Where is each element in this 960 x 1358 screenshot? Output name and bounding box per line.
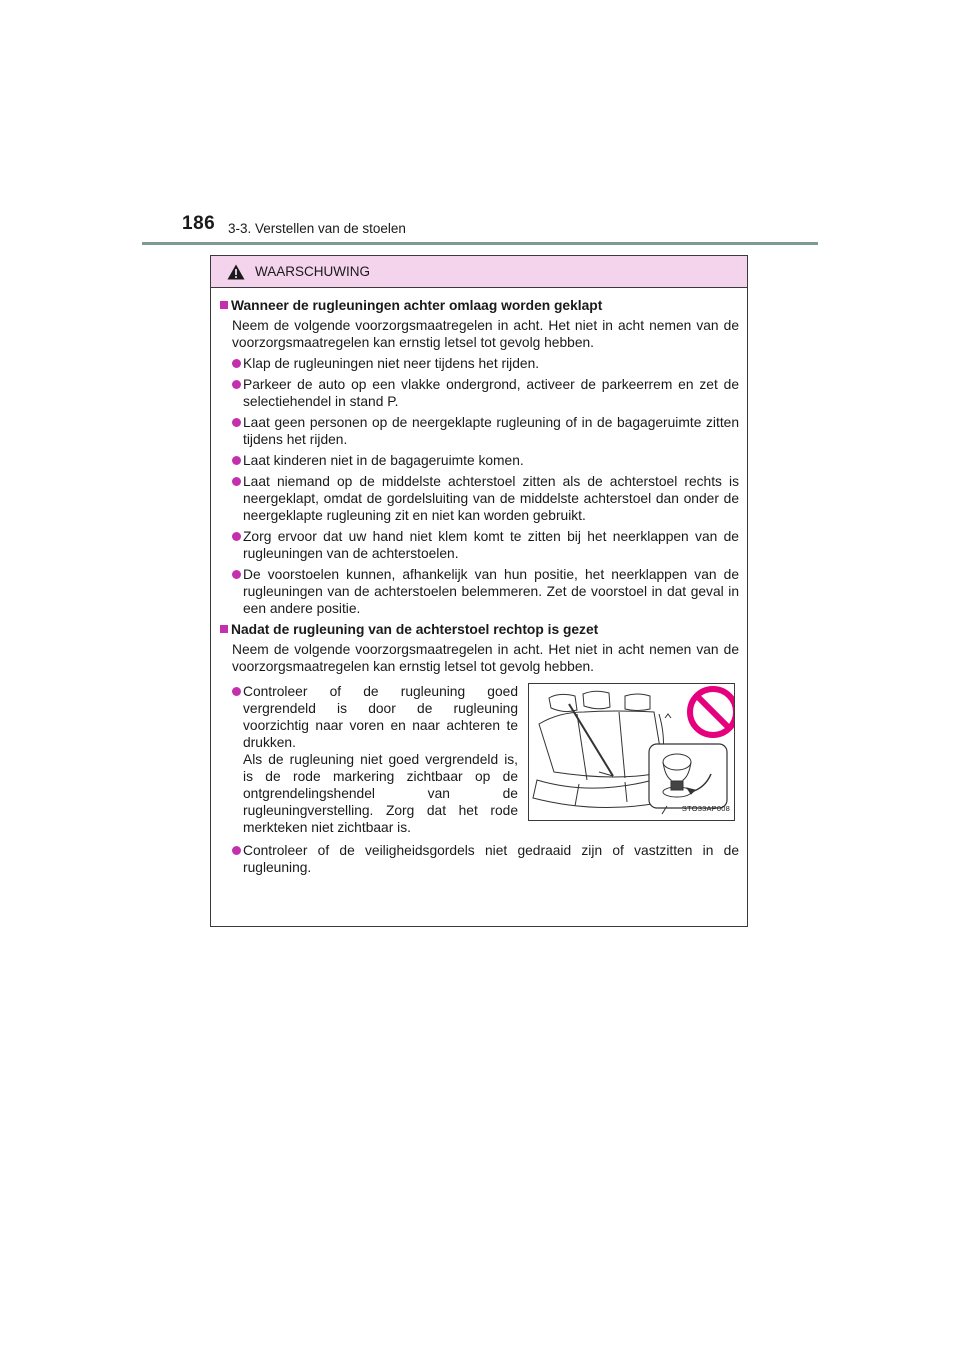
- list-item: Laat kinderen niet in de bagageruimte komen.: [219, 452, 739, 469]
- round-bullet-icon: [232, 456, 241, 465]
- round-bullet-icon: [232, 477, 241, 486]
- section-title: 3-3. Verstellen van de stoelen: [228, 221, 406, 236]
- page-number: 186: [182, 213, 216, 234]
- list-item: Laat niemand op de middelste achterstoel zitten als de achterstoel rechts is neergeklapt, omdat de gordelsluiting van de middelste achterstoel dan onder de neergeklapte rugleuning zit en niet kan worden gebruikt.: [219, 473, 739, 524]
- list-item: Controleer of de rugleuning goed vergrendeld is door de rugleuning voorzichtig naar voren en naar achteren te drukken. Als de rugleuning niet goed vergrendeld is, is de rode markering zichtbaar op de ontgrendelingshendel van de rugleuningverstelling. Zorg dat het rode merkteken niet zichtbaar is.: [219, 683, 518, 836]
- round-bullet-icon: [232, 380, 241, 389]
- warning-heading: Wanneer de rugleuningen achter omlaag worden geklapt: [219, 297, 739, 314]
- list-item: Laat geen personen op de neergeklapte rugleuning of in de bagageruimte zitten tijdens het rijden.: [219, 414, 739, 448]
- warning-header: [211, 256, 747, 288]
- warning-intro: Neem de volgende voorzorgsmaatregelen in acht. Het niet in acht nemen van de voorzorgsmaatregelen kan ernstig letsel tot gevolg hebben.: [232, 318, 739, 350]
- list-item: Zorg ervoor dat uw hand niet klem komt te zitten bij het neerklappen van de rugleuningen van de achterstoelen.: [219, 528, 739, 562]
- warning-heading: Nadat de rugleuning van de achterstoel rechtop is gezet: [219, 621, 739, 638]
- warning-intro: Neem de volgende voorzorgsmaatregelen in acht. Het niet in acht nemen van de voorzorgsmaatregelen kan ernstig letsel tot gevolg hebben.: [232, 642, 739, 674]
- square-bullet-icon: [220, 625, 228, 633]
- round-bullet-icon: [232, 846, 241, 855]
- round-bullet-icon: [232, 687, 241, 696]
- warning-triangle-icon: [227, 264, 245, 280]
- warning-body: [211, 288, 747, 876]
- round-bullet-icon: [232, 570, 241, 579]
- list-item: De voorstoelen kunnen, afhankelijk van hun positie, het neerklappen van de rugleuningen van de achterstoelen belemmeren. Zet de voorstoel in dat geval in een andere positie.: [219, 566, 739, 617]
- round-bullet-icon: [232, 532, 241, 541]
- figure-row: [219, 683, 739, 840]
- header-divider: [142, 242, 818, 245]
- warning-box: [210, 255, 748, 927]
- round-bullet-icon: [232, 418, 241, 427]
- list-item: Parkeer de auto op een vlakke ondergrond, activeer de parkeerrem en zet de selectiehendel in stand P.: [219, 376, 739, 410]
- seat-illustration: [528, 683, 735, 821]
- list-item: Controleer of de veiligheidsgordels niet gedraaid zijn of vastzitten in de rugleuning.: [219, 842, 739, 876]
- round-bullet-icon: [232, 359, 241, 368]
- warning-title: WAARSCHUWING: [255, 264, 370, 279]
- list-item: Klap de rugleuningen niet neer tijdens het rijden.: [219, 355, 739, 372]
- square-bullet-icon: [220, 301, 228, 309]
- figure-code: STO33AP008: [681, 804, 730, 813]
